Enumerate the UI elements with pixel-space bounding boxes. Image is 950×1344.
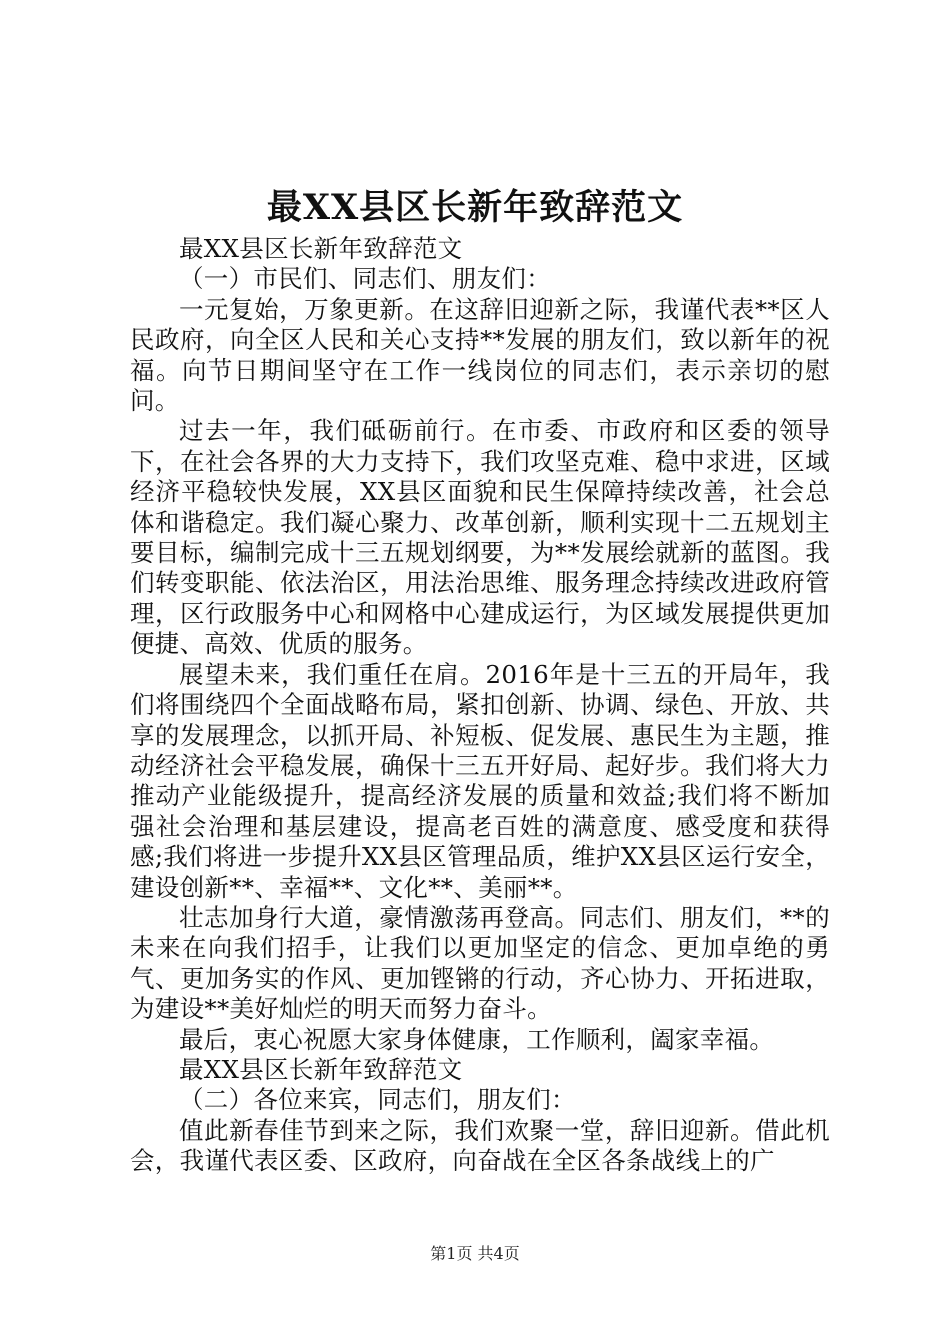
document-body: [130, 234, 830, 1177]
paragraph: 值此新春佳节到来之际，我们欢聚一堂，辞旧迎新。借此机会，我谨代表区委、区政府，向奋战在全区各条战线上的广: [130, 1115, 830, 1176]
paragraph: 一元复始，万象更新。在这辞旧迎新之际，我谨代表**区人民政府，向全区人民和关心支持**发展的朋友们，致以新年的祝福。向节日期间坚守在工作一线岗位的同志们，表示亲切的慰问。: [130, 294, 830, 416]
page-number-footer: 第1页 共4页: [430, 1244, 520, 1263]
paragraph: 展望未来，我们重任在肩。2016年是十三五的开局年，我们将围绕四个全面战略布局，紧扣创新、协调、绿色、开放、共享的发展理念，以抓开局、补短板、促发展、惠民生为主题，推动经济社会平稳发展，确保十三五开好局、起好步。我们将大力推动产业能级提升，提高经济发展的质量和效益;我们将不断加强社会治理和基层建设，提高老百姓的满意度、感受度和获得感;我们将进一步提升XX县区管理品质，维护XX县区运行安全，建设创新**、幸福**、文化**、美丽**。: [130, 659, 830, 902]
paragraph: 壮志加身行大道，豪情激荡再登高。同志们、朋友们，**的未来在向我们招手，让我们以更加坚定的信念、更加卓绝的勇气、更加务实的作风、更加铿锵的行动，齐心协力、开拓进取，为建设**美好灿烂的明天而努力奋斗。: [130, 902, 830, 1024]
paragraph-heading-1: 最XX县区长新年致辞范文: [179, 234, 463, 263]
paragraph-heading-2: 最XX县区长新年致辞范文: [179, 1054, 463, 1084]
paragraph-salutation-2: （二）各位来宾，同志们，朋友们：: [179, 1085, 576, 1115]
paragraph-salutation-1: （一）市民们、同志们、朋友们：: [179, 264, 551, 294]
paragraph: 过去一年，我们砥砺前行。在市委、市政府和区委的领导下，在社会各界的大力支持下，我们攻坚克难、稳中求进，区域经济平稳较快发展，XX县区面貌和民生保障持续改善，社会总体和谐稳定。我们凝心聚力、改革创新，顺利实现十二五规划主要目标，编制完成十三五规划纲要，为**发展绘就新的蓝图。我们转变职能、依法治区，用法治思维、服务理念持续改进政府管理，区行政服务中心和网格中心建成运行，为区域发展提供更加便捷、高效、优质的服务。: [130, 416, 830, 659]
document-title: 最XX县区长新年致辞范文: [266, 187, 684, 228]
paragraph: 最后，衷心祝愿大家身体健康，工作顺利，阖家幸福。: [179, 1024, 775, 1054]
